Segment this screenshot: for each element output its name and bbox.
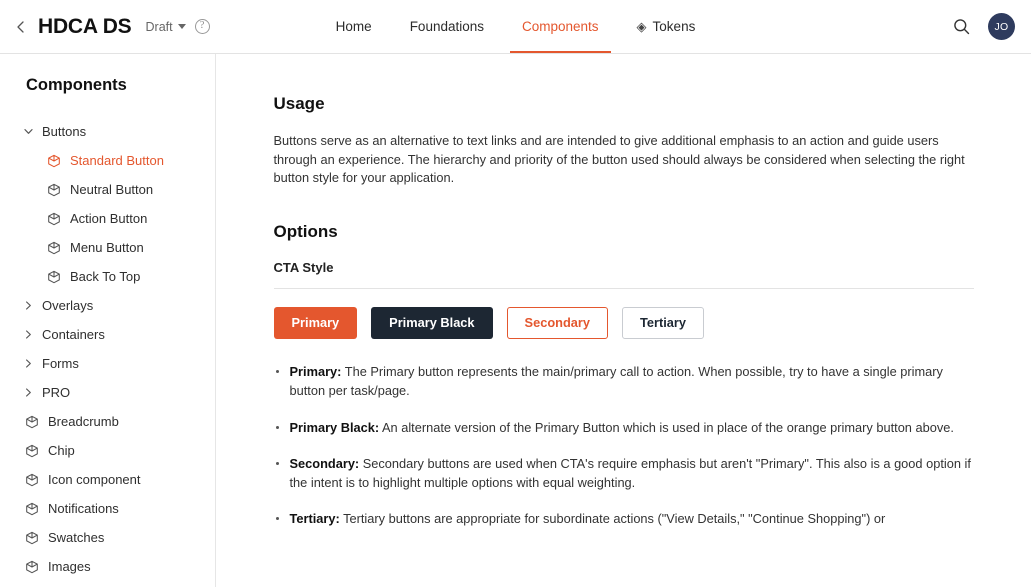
cube-icon xyxy=(46,182,61,197)
sidebar-tree xyxy=(0,117,215,581)
question-mark-icon[interactable]: ? xyxy=(195,19,210,34)
sidebar-item-overlays[interactable] xyxy=(0,291,215,320)
brand-title: HDCA DS xyxy=(38,14,132,38)
description-text: The Primary button represents the main/primary call to action. When possible, try to have a single primary button per task/page. xyxy=(289,364,943,398)
cta-style-heading: CTA Style xyxy=(274,260,974,289)
cube-icon xyxy=(46,211,61,226)
secondary-button[interactable]: Secondary xyxy=(507,307,608,340)
chevron-right-icon xyxy=(24,359,38,368)
status-dropdown[interactable] xyxy=(146,20,186,34)
sidebar xyxy=(0,54,216,587)
sidebar-item-menu-button[interactable] xyxy=(0,233,215,262)
sidebar-item-icon-component[interactable] xyxy=(0,465,215,494)
sidebar-item-swatches[interactable] xyxy=(0,523,215,552)
sidebar-item-containers[interactable] xyxy=(0,320,215,349)
description-term: Secondary: xyxy=(289,456,360,472)
sidebar-item-label: Swatches xyxy=(48,530,105,545)
chevron-right-icon xyxy=(24,330,38,339)
chevron-down-icon xyxy=(178,24,186,29)
description-text: An alternate version of the Primary Button which is used in place of the orange primary button above. xyxy=(379,419,954,435)
nav-item-label: Components xyxy=(522,19,599,34)
header-actions xyxy=(950,13,1015,40)
sidebar-item-action-button[interactable] xyxy=(0,204,215,233)
chevron-right-icon xyxy=(24,388,38,397)
sidebar-title: Components xyxy=(26,76,127,94)
sidebar-item-label: Containers xyxy=(42,327,105,342)
status-label: Draft xyxy=(145,19,173,34)
cta-style-button-row xyxy=(274,307,974,340)
sidebar-item-label: PRO xyxy=(42,385,71,400)
sidebar-item-label: Back To Top xyxy=(70,269,141,284)
cube-icon xyxy=(24,501,39,516)
sidebar-item-label: Notifications xyxy=(48,501,119,516)
cube-icon xyxy=(24,472,39,487)
sidebar-item-notifications[interactable] xyxy=(0,494,215,523)
cube-icon xyxy=(46,269,61,284)
sidebar-item-buttons[interactable] xyxy=(0,117,215,146)
cube-icon xyxy=(46,153,61,168)
nav-item-components[interactable] xyxy=(520,0,601,53)
description-term: Primary: xyxy=(289,364,342,380)
nav-item-tokens[interactable] xyxy=(635,0,698,53)
sidebar-item-label: Forms xyxy=(42,356,79,371)
cube-icon xyxy=(24,414,39,429)
main-content xyxy=(216,54,1031,587)
tokens-icon: ◈ xyxy=(636,18,647,34)
chevron-right-icon xyxy=(24,301,38,310)
usage-paragraph: Buttons serve as an alternative to text links and are intended to give additional emphasis to an action and guide users through an experience. The hierarchy and priority of the button used should always be considered when selecting the right button style for your application. xyxy=(273,133,965,186)
sidebar-item-label: Breadcrumb xyxy=(48,414,119,429)
description-term: Tertiary: xyxy=(289,511,340,527)
usage-heading: Usage xyxy=(273,94,325,113)
list-item xyxy=(274,419,974,438)
primary-button[interactable]: Primary xyxy=(274,307,358,340)
sidebar-item-standard-button[interactable] xyxy=(0,146,215,175)
sidebar-item-pro[interactable] xyxy=(0,378,215,407)
nav-item-label: Tokens xyxy=(652,19,696,34)
sidebar-item-back-to-top[interactable] xyxy=(0,262,215,291)
sidebar-item-chip[interactable] xyxy=(0,436,215,465)
tertiary-button[interactable]: Tertiary xyxy=(622,307,704,340)
sidebar-item-label: Action Button xyxy=(70,211,148,226)
sidebar-item-neutral-button[interactable] xyxy=(0,175,215,204)
description-term: Primary Black: xyxy=(289,419,380,435)
primary-black-button[interactable]: Primary Black xyxy=(371,307,492,340)
sidebar-item-label: Menu Button xyxy=(70,240,144,255)
list-item xyxy=(274,510,974,529)
description-text: Secondary buttons are used when CTA's require emphasis but aren't "Primary". This also is a good option if the intent is to highlight multiple options with equal weighting. xyxy=(289,456,971,490)
sidebar-item-label: Neutral Button xyxy=(70,182,154,197)
avatar[interactable]: JO xyxy=(988,13,1015,40)
list-item xyxy=(274,363,974,400)
list-item xyxy=(274,455,974,492)
sidebar-item-label: Overlays xyxy=(42,298,94,313)
sidebar-item-label: Buttons xyxy=(42,124,87,139)
sidebar-item-label: Icon component xyxy=(48,472,141,487)
chevron-down-icon xyxy=(24,127,38,136)
options-heading: Options xyxy=(273,221,338,241)
chevron-left-icon[interactable] xyxy=(10,16,32,38)
sidebar-item-label: Images xyxy=(48,559,91,574)
nav-item-label: Foundations xyxy=(409,19,484,34)
description-text: Tertiary buttons are appropriate for subordinate actions ("View Details," "Continue Shopping") or xyxy=(339,511,886,527)
nav-item-label: Home xyxy=(335,19,372,34)
nav-item-foundations[interactable] xyxy=(408,0,486,53)
nav-item-home[interactable] xyxy=(334,0,374,53)
button-descriptions xyxy=(274,363,974,528)
sidebar-item-label: Chip xyxy=(48,443,75,458)
cube-icon xyxy=(24,559,39,574)
cube-icon xyxy=(24,443,39,458)
sidebar-item-breadcrumb[interactable] xyxy=(0,407,215,436)
app-header xyxy=(0,0,1031,54)
cube-icon xyxy=(46,240,61,255)
search-icon[interactable] xyxy=(950,16,972,38)
app-body xyxy=(0,54,1031,587)
cube-icon xyxy=(24,530,39,545)
sidebar-item-images[interactable] xyxy=(0,552,215,581)
sidebar-item-label: Standard Button xyxy=(70,153,164,168)
sidebar-item-forms[interactable] xyxy=(0,349,215,378)
